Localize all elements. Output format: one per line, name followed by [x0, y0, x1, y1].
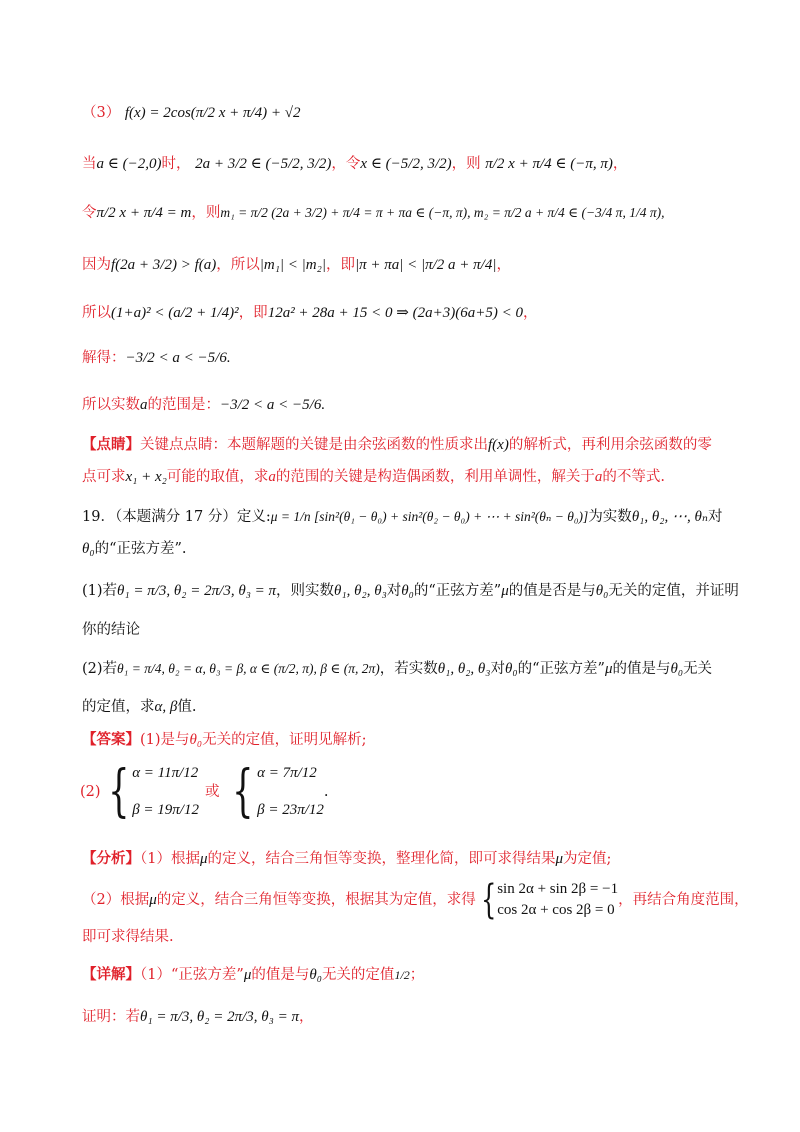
text: (1)是与: [140, 732, 190, 748]
math: θ₀: [505, 661, 518, 677]
solution-line-3: [82, 258, 511, 273]
solution-line-4: [82, 306, 537, 321]
math: μ: [604, 661, 613, 677]
text: 的值是与: [612, 661, 671, 677]
math: m₁ = π/2 (2a + 3/2) + π/4 = π + πa ∈ (−π, π), m₂ = π/2 a + π/4 ∈ (−3/4 π, 1/4 π),: [220, 205, 665, 220]
text: 的定义，结合三角恒等变换，根据其为定值，求得: [156, 891, 476, 908]
math: 2a + 3/2 ∈ (−5/2, 3/2): [195, 156, 332, 172]
math: |π + πa| < |π/2 a + π/4|: [354, 257, 497, 273]
text: 无关的定值，并证明: [608, 583, 739, 599]
text: 对: [386, 583, 402, 599]
text: .: [323, 783, 329, 800]
math: a ∈ (−2,0): [96, 156, 162, 172]
equation: cos 2α + cos 2β = 0: [497, 902, 615, 918]
detail-line-1: [82, 968, 424, 983]
math: x ∈ (−5/2, 3/2): [360, 156, 452, 172]
text: ，则实数: [276, 583, 335, 599]
math: |m₁| < |m₂|: [259, 257, 326, 273]
text: 的不等式.: [602, 469, 665, 485]
text: ，: [612, 156, 628, 172]
comment-line-1: [82, 438, 712, 453]
detail-tag: 【详解】: [82, 966, 140, 983]
q2-line-1: [82, 662, 712, 677]
analysis-line-1: [82, 852, 611, 867]
math: μ: [501, 583, 509, 599]
analysis-line-3: [82, 930, 174, 945]
text: 的解析式，再利用余弦函数的零: [508, 437, 712, 453]
analysis-tag: 【分析】: [82, 850, 140, 867]
text: 的“正弦方差”.: [94, 541, 187, 557]
solution-line-1: [82, 157, 627, 172]
part3-line: [82, 106, 301, 121]
math: θ₁, θ₂, ⋯, θₙ: [631, 509, 708, 525]
q1-line-1: [82, 584, 739, 599]
text: 证明：若: [82, 1009, 140, 1025]
math: −3/2 < a < −5/6.: [125, 350, 231, 366]
math: a: [140, 397, 148, 413]
math: π/2 x + π/4 = m: [96, 205, 192, 221]
math: f(2a + 3/2) > f(a): [111, 257, 217, 273]
text: ，: [522, 305, 538, 321]
left-brace-icon: {: [480, 877, 497, 923]
solution-line-5: [82, 351, 231, 366]
text: 无关的定值: [321, 967, 395, 983]
text: 的定值，求: [82, 699, 155, 715]
math: a: [268, 469, 276, 485]
text: 因为: [82, 257, 111, 273]
math: θ₀: [401, 583, 414, 599]
text: 对: [490, 661, 506, 677]
math: θ₀: [309, 967, 322, 983]
text: 令: [82, 205, 97, 221]
solution-line-2: [82, 206, 664, 221]
q19-line-2: [82, 542, 187, 557]
math: μ: [243, 967, 252, 983]
text: （2）根据: [82, 891, 150, 908]
text: 即可求得结果.: [82, 929, 174, 945]
left-brace-icon: {: [232, 759, 254, 824]
math: θ₀: [82, 541, 95, 557]
proof-line-1: [82, 1010, 314, 1025]
text: ，令: [331, 156, 361, 172]
q1-line-2: [82, 623, 140, 638]
part3-formula: f(x) = 2cos(π/2 x + π/4) + √2: [124, 105, 301, 121]
text: (2)若: [82, 661, 118, 677]
text: 的值是否是与: [508, 583, 596, 599]
text: ，: [496, 257, 511, 273]
system-3: [476, 877, 619, 923]
text: 的范围的关键是构造偶函数，利用单调性，解关于: [275, 469, 595, 485]
equation: sin 2α + sin 2β = −1: [497, 881, 619, 897]
text: （1）根据: [140, 851, 200, 867]
math: π/2 x + π/4 ∈ (−π, π): [485, 156, 613, 172]
text: 值.: [177, 699, 197, 715]
math: α, β: [154, 699, 178, 715]
math: μ: [149, 891, 157, 908]
text: ，所以: [216, 257, 260, 273]
q2-line-2: [82, 700, 196, 715]
math: −3/2 < a < −5/6.: [220, 397, 326, 413]
system-1: [101, 759, 199, 824]
left-brace-icon: {: [107, 759, 130, 824]
math: f(x): [488, 437, 509, 453]
text: ，则: [191, 205, 221, 221]
part3-label: （3）: [82, 105, 121, 121]
math: θ₁, θ₂, θ₃: [334, 583, 387, 599]
math: θ₁ = π/3, θ₂ = 2π/3, θ₃ = π: [117, 583, 277, 599]
text: ，若实数: [379, 661, 438, 677]
text: 为定值;: [563, 851, 612, 867]
math: θ₀: [189, 732, 203, 748]
math: 12a² + 28a + 15 < 0 ⇒ (2a+3)(6a+5) < 0: [267, 305, 523, 321]
comment-line-2: [82, 470, 665, 485]
math: θ₁ = π/4, θ₂ = α, θ₃ = β, α ∈ (π/2, π), β ∈ (π, 2π): [117, 661, 380, 676]
text: ；: [409, 967, 425, 983]
text: 你的结论: [82, 622, 140, 638]
text: ，再结合角度范围，: [618, 891, 749, 908]
text: 所以实数: [82, 397, 140, 413]
math: θ₀: [595, 583, 609, 599]
math: μ = 1/n [sin²(θ₁ − θ₀) + sin²(θ₂ − θ₀) + ⋯ + sin²(θₙ − θ₀)]: [270, 509, 589, 524]
answer-line-1: [82, 733, 367, 748]
text: 所以: [82, 305, 111, 321]
text: 时，: [161, 156, 191, 172]
math: 1/2: [394, 968, 410, 982]
beta-value: β = 19π/12: [132, 802, 199, 818]
text: 无关的定值，证明见解析;: [202, 732, 367, 748]
text: （1）“正弦方差”: [140, 967, 244, 983]
text: 或: [204, 783, 220, 800]
text: ，则: [451, 156, 481, 172]
alpha-value: α = 11π/12: [132, 765, 199, 781]
system-2: [225, 759, 324, 824]
math: a: [594, 469, 603, 485]
text: 解得：: [82, 350, 126, 366]
text: 的“正弦方差”: [413, 583, 502, 599]
text: 的值是与: [251, 967, 310, 983]
answer-tag: 【答案】: [82, 731, 140, 748]
math: θ₁, θ₂, θ₃: [437, 661, 491, 677]
text: 无关: [683, 661, 713, 677]
math: θ₁ = π/3, θ₂ = 2π/3, θ₃ = π: [140, 1009, 299, 1025]
text: 19．（本题满分 17 分）定义:: [82, 509, 271, 525]
comment-tag: 【点睛】: [82, 436, 140, 453]
text: ，: [299, 1009, 314, 1025]
math: θ₀: [670, 661, 684, 677]
text: 的范围是：: [147, 397, 220, 413]
text: 点可求: [82, 469, 126, 485]
text: 的“正弦方差”: [517, 661, 605, 677]
text: (1)若: [82, 583, 118, 599]
text: ，即: [238, 305, 268, 321]
text: ，即: [325, 257, 355, 273]
q19-line-1: [82, 510, 722, 525]
text: 的定义，结合三角恒等变换，整理化简，即可求得结果: [207, 851, 556, 867]
math: (1+a)² < (a/2 + 1/4)²: [111, 305, 239, 321]
beta-value: β = 23π/12: [257, 802, 324, 818]
math: μ: [199, 851, 208, 867]
text: 对: [707, 509, 723, 525]
text: 关键点点睛：本题解题的关键是由余弦函数的性质求出: [140, 437, 488, 453]
text: 当: [82, 156, 97, 172]
math: μ: [555, 851, 564, 867]
alpha-value: α = 7π/12: [257, 765, 317, 781]
text: 为实数: [588, 509, 632, 525]
text: (2): [80, 783, 101, 800]
text: 可能的取值，求: [166, 469, 269, 485]
answer-line-2: [80, 759, 329, 824]
math: x₁ + x₂: [125, 469, 167, 485]
solution-line-6: [82, 398, 325, 413]
analysis-line-2: [82, 877, 749, 923]
